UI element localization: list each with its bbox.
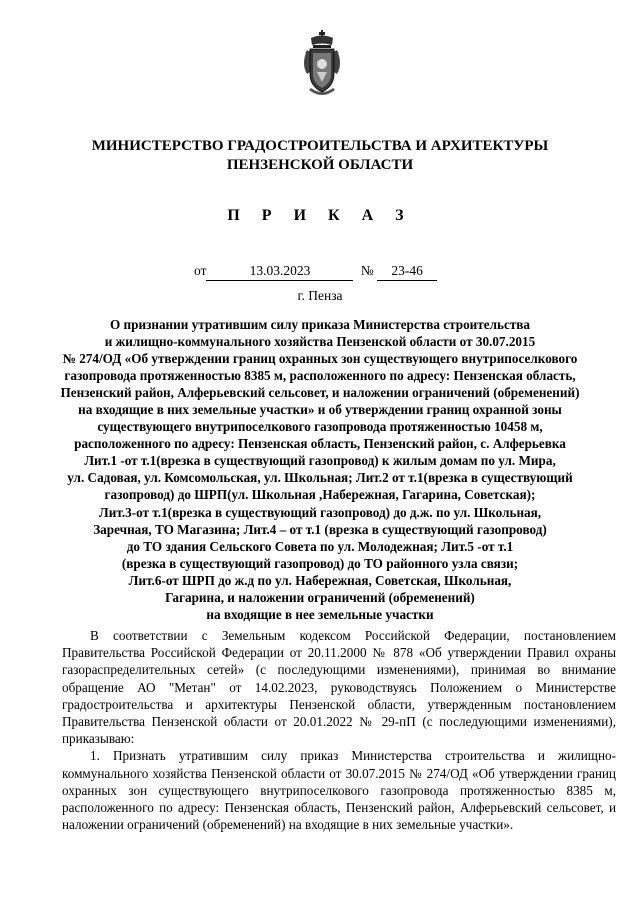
title-line: существующего внутрипоселкового газопровода протяженностью 10458 м, — [97, 419, 543, 435]
ministry-heading — [60, 137, 580, 175]
title-line: Лит.6-от ШРП до ж.д по ул. Набережная, Советская, Школьная, — [128, 572, 512, 588]
title-line: расположенного по адресу: Пензенская область, Пензенский район, с. Алферьевка — [74, 436, 566, 452]
date-prefix: от — [194, 263, 207, 278]
body-paragraph: В соответствии с Земельным кодексом Российской Федерации, постановлением Правительства Российской Федерации от 20.11.2000 № 878 «Об утверждении Правил охраны газораспределительных сетей» (с последующими изменениями), принимая во внимание обращение АО "Метан" от 14.02.2023, руководствуясь Положением о Министерстве градостроительства и архитектуры Пензенской области, утвержденным постановлением Правительства Пензенской области от 20.01.2022 № 29-пП (с последующими изменениями), приказываю: — [62, 628, 616, 747]
document-date: 13.03.2023 — [206, 262, 353, 281]
title-line: и жилищно-коммунального хозяйства Пензенской области от 30.07.2015 — [104, 334, 536, 350]
title-line: Пензенский район, Алферьевский сельсовет, и наложении ограничений (обременений) — [60, 385, 580, 401]
title-line: О признании утратившим силу приказа Министерства строительства — [109, 317, 531, 332]
title-line: до ТО здания Сельского Совета по ул. Молодежная; Лит.5 -от т.1 — [126, 538, 514, 554]
ministry-line-1: МИНИСТЕРСТВО ГРАДОСТРОИТЕЛЬСТВА И АРХИТЕКТУРЫ — [91, 138, 549, 154]
coat-of-arms-emblem — [299, 30, 345, 100]
document-title — [50, 316, 590, 623]
title-line: на входящие в нее земельные участки — [206, 606, 434, 622]
title-line: (врезка в существующий газопровод) до ТО районного узла связи; — [121, 555, 519, 571]
body-paragraph: 1. Признать утратившим силу приказ Министерства строительства и жилищно-коммунального хозяйства Пензенской области от 30.07.2015 № 274/ОД «Об утверждении границ охранных зон существующего внутрипоселкового газопровода протяженностью 8385 м, расположенного по адресу: Пензенская область, Пензенский район, Алферьевский сельсовет, и наложении ограничений (обременений) на входящие в них земельные участки». — [62, 748, 616, 833]
title-line: Гагарина, и наложении ограничений (обременений) — [165, 589, 475, 605]
number-prefix: № — [360, 263, 374, 278]
title-line: на входящие в них земельные участки» и об утверждении границ охранной зоны — [78, 402, 562, 418]
document-number: 23-46 — [377, 262, 437, 281]
title-line: газопровода протяженностью 8385 м, расположенного по адресу: Пензенская область, — [64, 368, 576, 384]
date-number-line — [194, 262, 437, 281]
ministry-line-2: ПЕНЗЕНСКОЙ ОБЛАСТИ — [226, 157, 414, 173]
title-line: Лит.3-от т.1(врезка в существующий газопровод) до д.ж. по ул. Школьная, — [98, 504, 542, 520]
title-line: Заречная, ТО Магазина; Лит.4 – от т.1 (врезка в существующий газопровод) — [93, 521, 547, 537]
title-line: Лит.1 -от т.1(врезка в существующий газопровод) к жилым домам по ул. Мира, — [84, 453, 556, 469]
title-line: ул. Садовая, ул. Комсомольская, ул. Школьная; Лит.2 от т.1(врезка в существующий — [67, 470, 573, 486]
title-line: газопровод) до ШРП(ул. Школьная ,Набережная, Гагарина, Советская); — [104, 487, 536, 503]
city: г. Пенза — [297, 288, 343, 303]
document-type: П Р И К А З — [227, 207, 413, 224]
document-body — [62, 627, 616, 833]
title-line: № 274/ОД «Об утверждении границ охранных зон существующего внутрипоселкового — [62, 351, 578, 367]
